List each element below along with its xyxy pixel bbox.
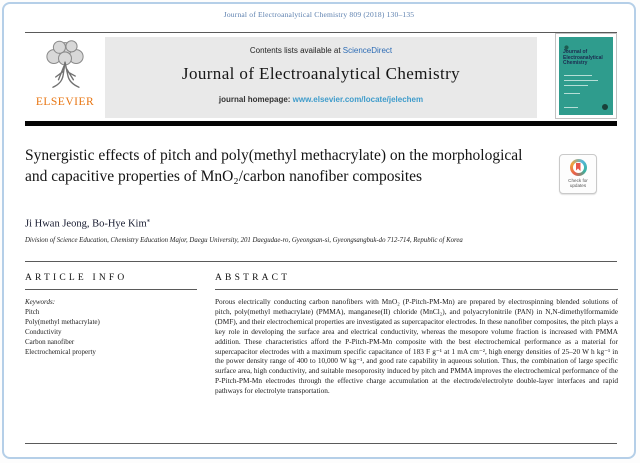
check-for-updates-badge[interactable]	[559, 154, 597, 194]
check-for-updates-label	[568, 178, 588, 189]
header-top-rule	[25, 32, 617, 33]
journal-homepage-link[interactable]: www.elsevier.com/locate/jelechem	[292, 95, 424, 104]
elsevier-logo[interactable]	[26, 38, 104, 108]
abstract-heading-rule	[215, 289, 618, 290]
contents-line	[105, 46, 537, 55]
sciencedirect-link[interactable]: ScienceDirect	[342, 46, 393, 55]
elsevier-tree-icon	[37, 77, 93, 94]
contents-line-prefix: Contents lists available at	[249, 46, 343, 55]
keyword-item: Carbon nanofiber	[25, 338, 75, 346]
cover-publisher-dot	[602, 104, 608, 110]
journal-citation: Journal of Electroanalytical Chemistry 809 (2018) 130–135	[223, 10, 415, 19]
abstract-text: Porous electrically conducting carbon nanofibers with MnO₂ (P-Pitch-PM-Mn) are prepared by electrospinning blended solutions of pitch, poly(methyl methacrylate) (PMMA), manganese(II) chloride (MnCl₂), and polyacrylonitrile (PAN) in N,N-dimethylformamide (DMF), and their electrochemical properties are investigated as supercapacitor electrodes. In these nanofiber composites, the pitch plays a key role in developing the surface area and electrical conductivity, whereas the mesopore volume fraction is increased with PMMA addition. These characteristics afford the P-Pitch-PM-Mn composite with the best electrochemical performance as a material for supercapacitor electrodes with a maximum specific capacitance of 183 F g⁻¹ at 1 mA cm⁻², high energy densities of 25–20 W h kg⁻¹ in the power density range of 400 to 10,000 W kg⁻¹, and good rate capability in aqueous solution. Thus, the combination of large specific surface area, high conductivity, and suitable mesoporosity induced by pitch and PMMA improves the electrochemical performance of the P-Pitch-PM-Mn electrodes through the effective charge accumulation at the electrode/electrolyte double-layer interfaces and rapid pathways for electrolyte transportation.	[215, 297, 618, 396]
check-for-updates-icon	[570, 159, 587, 176]
corresponding-author-mark: ⁎	[146, 216, 151, 224]
check-for-updates-icon-core	[573, 162, 584, 173]
affiliation: Division of Science Education, Chemistry Education Major, Daegu University, 201 Daegudae-ro, Gyeongsan-si, Gyeongsangbuk-do 712-714, Republic of Korea	[25, 237, 463, 244]
cover-decor-line	[564, 80, 598, 81]
bookmark-icon	[576, 163, 581, 171]
cover-decor-line	[564, 75, 592, 76]
check-badge-line2: updates	[569, 183, 587, 189]
cover-decor-line	[564, 107, 578, 108]
article-info-column	[25, 273, 197, 357]
keyword-item: Electrochemical property	[25, 348, 96, 356]
keywords-label: Keywords:	[25, 298, 56, 306]
authors	[25, 216, 150, 230]
cover-title: Journal of Electroanalytical Chemistry	[563, 49, 603, 66]
page-frame	[2, 2, 636, 459]
author-names: Ji Hwan Jeong, Bo-Hye Kim	[25, 218, 147, 230]
header-divider-bar	[25, 121, 617, 126]
journal-banner	[105, 37, 537, 118]
keyword-item: Poly(methyl methacrylate)	[25, 318, 100, 326]
page-bottom-rule	[25, 443, 617, 444]
article-title: Synergistic effects of pitch and poly(methyl methacrylate) on the morphological and capacitive properties of MnO₂/carbon nanofiber composites	[25, 147, 523, 185]
check-badge-line1: Check for	[568, 178, 588, 183]
journal-cover-art	[559, 37, 613, 115]
abstract-heading: ABSTRACT	[215, 273, 291, 283]
journal-cover-thumbnail[interactable]	[555, 33, 617, 119]
journal-title: Journal of Electroanalytical Chemistry	[181, 64, 461, 83]
cover-decor-line	[564, 93, 580, 94]
homepage-label: journal homepage:	[218, 95, 293, 104]
article-info-heading-rule	[25, 289, 197, 290]
homepage-line	[105, 95, 537, 104]
columns-top-rule	[25, 261, 617, 262]
keyword-item: Pitch	[25, 308, 40, 316]
cover-decor-line	[564, 85, 588, 86]
elsevier-wordmark: ELSEVIER	[35, 96, 95, 108]
cover-elsevier-tree-icon	[563, 39, 570, 46]
article-info-heading: ARTICLE INFO	[25, 273, 128, 283]
keyword-item: Conductivity	[25, 328, 62, 336]
abstract-column	[215, 273, 618, 396]
